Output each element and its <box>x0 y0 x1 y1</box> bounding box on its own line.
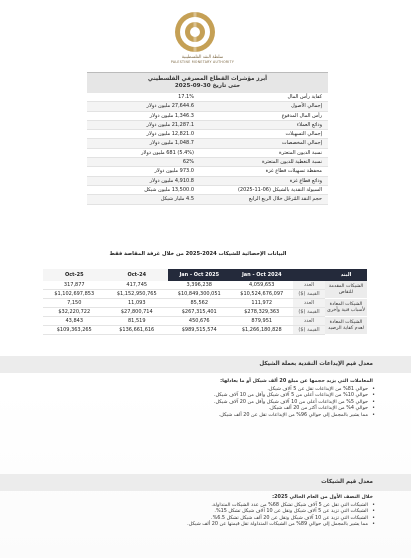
cheque-cell: $10,849,300,051 <box>177 291 221 297</box>
cheques-table <box>43 269 367 335</box>
cheque-row <box>43 281 325 290</box>
cheque-row-label: القيمة ($) <box>293 326 325 334</box>
indicator-value: 27,644.6 مليون دولار <box>146 103 194 110</box>
indicator-row <box>87 186 328 195</box>
cheque-values-item: • الشيكات التي تقل عن 5 آلاف شيكل تشكل 68% من عدد الشيكات المتداولة. <box>30 502 368 509</box>
cheque-group-name: الشيكات المعادة لأسباب فنية وأخرى <box>325 299 367 317</box>
deposits-item: • حوالي 4% من الإيداعات أكثر من 20 ألف شيكل. <box>30 405 368 412</box>
cheque-values-intro: خلال النصف الأول من العام الحالي 2025: <box>272 494 373 500</box>
cheques-head-row <box>43 269 367 281</box>
indicator-row <box>87 112 328 121</box>
indicator-row <box>87 195 328 204</box>
indicator-value: (5.4%) 681 مليون دولار <box>141 149 194 156</box>
indicator-row <box>87 158 328 167</box>
cheque-group-name: الشيكات المقدمة للتقاص <box>325 281 367 299</box>
cheque-cell: 450,676 <box>188 318 210 324</box>
cheque-values-item: • مما يشير بالمجمل إلى حوالي 89% من الشيكات المتداولة تقل قيمتها عن 20 ألف شيكل. <box>30 521 368 528</box>
indicator-row <box>87 139 328 148</box>
cheques-title: البيانات الإحصائية للشيكات 2024-2025 من خلال غرفة المقاصة فقط <box>109 251 287 257</box>
cheque-cell: $10,524,676,097 <box>240 291 284 297</box>
cheque-row <box>43 326 325 335</box>
cheque-values-item: • الشيكات التي تزيد عن 5 آلاف شيكل وتقل عن 10 آلاف شيكل تشكل 15%. <box>30 508 368 515</box>
indicators-header <box>87 73 328 93</box>
cheque-row <box>43 317 325 326</box>
indicator-row <box>87 149 328 158</box>
indicator-value: 62% <box>182 159 194 166</box>
cheque-values-items <box>30 502 378 528</box>
deposits-items <box>30 386 378 419</box>
indicator-value: 12,821.0 مليون دولار <box>146 131 194 138</box>
indicators-table <box>87 72 328 205</box>
logo-english: PALESTINE MONETARY AUTHORITY <box>170 60 235 64</box>
cheque-cell: $27,800,714 <box>120 309 153 315</box>
cheque-cell: 7,150 <box>67 300 82 306</box>
cheque-cell: 43,843 <box>65 318 83 324</box>
indicator-row <box>87 167 328 176</box>
cheques-body <box>43 281 367 335</box>
cheque-row-label: العدد <box>293 281 325 289</box>
deposits-list <box>30 378 378 419</box>
cheque-cell: $1,102,697,853 <box>54 291 95 297</box>
indicator-label: محفظة تسهيلات قطاع غزة <box>265 168 322 175</box>
deposits-item: • حوالي 81% من الإيداعات تقل عن 5 آلاف شيكل. <box>30 386 368 393</box>
cheque-cell: 111,972 <box>251 300 273 306</box>
col-header-2: Jan - Oct 2025 <box>168 269 231 281</box>
cheque-group-lines <box>43 299 325 317</box>
deposits-item: • حوالي 10% من الإيداعات أعلى من 5 آلاف شيكل وأقل من 10 آلاف شيكل. <box>30 392 368 399</box>
indicator-value: 1,048.7 مليون دولار <box>149 140 194 147</box>
cheque-group <box>43 317 367 335</box>
indicator-value: 973.0 مليون دولار <box>154 168 194 175</box>
col-header-3: Oct-24 <box>106 269 169 281</box>
cheque-row-label: العدد <box>293 299 325 307</box>
cheque-row-label: العدد <box>293 317 325 325</box>
deposits-item: • حوالي 5% من الإيداعات أعلى من 10 آلاف شيكل وأقل من 20 آلاف شيكل. <box>30 399 368 406</box>
cheque-values-bar: معدل قيم الشيكات <box>0 474 411 491</box>
cheque-group-lines <box>43 317 325 335</box>
indicator-value: 4,910.8 مليون دولار <box>149 177 194 184</box>
pma-logo-icon <box>173 10 217 54</box>
cheque-group-lines <box>43 281 325 299</box>
cheque-cell: $267,315,401 <box>181 309 217 315</box>
indicator-label: ودائع قطاع غزة <box>289 177 322 184</box>
indicator-label: نسبة التغطية للديون المتعثرة <box>262 159 322 166</box>
indicator-label: كفاية رأس المال <box>287 94 322 100</box>
cheque-group <box>43 281 367 299</box>
indicators-rows <box>87 93 328 205</box>
indicators-title: أبرز مؤشرات القطاع المصرفي الفلسطيني <box>147 76 268 82</box>
cheque-cell: 417,745 <box>126 282 148 288</box>
col-header-4: Oct-25 <box>43 269 106 281</box>
cheque-row <box>43 299 325 308</box>
cheque-cell: 4,059,653 <box>249 282 275 288</box>
cheque-row-label: القيمة ($) <box>293 308 325 316</box>
indicator-row <box>87 93 328 102</box>
logo-arabic: سلطة النقد الفلسطينية <box>181 55 224 60</box>
logo-text <box>140 55 265 65</box>
cheque-values-item: • الشيكات التي تزيد عن 10 آلاف شيكل وتقل عن 20 ألف شيكل تشكل 6.5%. <box>30 515 368 522</box>
indicator-value: 13,500.0 مليون شيكل <box>144 186 194 193</box>
band-header: البند <box>325 269 367 281</box>
indicator-label: ودائع العملاء <box>296 121 322 128</box>
indicator-label: السيولة النقدية بالشيكل (06-11-2025) <box>237 186 322 193</box>
cheque-cell: 85,562 <box>190 300 208 306</box>
cheque-row <box>43 308 325 317</box>
indicator-row <box>87 102 328 111</box>
cheque-cell: 317,877 <box>63 282 85 288</box>
cheque-row <box>43 290 325 299</box>
cheque-cell: 879,951 <box>251 318 273 324</box>
deposits-intro: المعاملات التي يزيد حجمها عن مبلغ 20 ألف شيكل أو ما يعادلها: <box>220 378 373 384</box>
cheque-cell: $32,220,722 <box>58 309 91 315</box>
indicator-row <box>87 130 328 139</box>
indicator-label: إجمالي التسهيلات <box>285 131 322 138</box>
cheque-cell: 81,519 <box>128 318 146 324</box>
cheque-cell: $109,363,265 <box>56 327 92 333</box>
cheque-cell: $136,661,616 <box>119 327 155 333</box>
cheque-cell: 3,396,238 <box>186 282 212 288</box>
cheque-row-label: القيمة ($) <box>293 290 325 298</box>
cheque-cell: $1,152,950,765 <box>116 291 157 297</box>
indicator-row <box>87 177 328 186</box>
cheque-cell: 11,093 <box>128 300 146 306</box>
indicator-value: 1,346.3 مليون دولار <box>149 112 194 119</box>
cheque-values-list <box>30 494 378 528</box>
cheque-group <box>43 299 367 317</box>
indicator-label: نسبة الديون المتعثرة <box>278 149 322 156</box>
sub-header-blank <box>293 269 325 281</box>
col-header-1: Jan - Oct 2024 <box>231 269 294 281</box>
indicator-value: 17.1% <box>178 94 194 100</box>
indicator-label: إجمالي المخصصات <box>281 140 322 147</box>
indicator-label: حجم النقد المُرحّل خلال الربع الرابع <box>248 196 322 203</box>
indicator-value: 4.5 مليار شيكل <box>160 196 194 203</box>
deposits-item: • مما يشير بالمجمل إلى حوالي 96% من الإيداعات تقل عن 20 ألف شيكل. <box>30 412 368 419</box>
cheque-cell: $989,515,574 <box>181 327 217 333</box>
indicator-label: إجمالي الأصول <box>291 103 322 110</box>
indicator-label: رأس المال المدفوع <box>281 112 322 119</box>
indicator-value: 21,287.1 مليون دولار <box>146 121 194 128</box>
cheque-cell: $1,266,180,828 <box>241 327 282 333</box>
cheque-cell: $278,329,363 <box>244 309 280 315</box>
deposits-bar: معدل قيم الإيداعات النقدية بعملة الشيكل <box>0 356 411 373</box>
cheque-group-name: الشيكات المعادة لعدم كفاية الرصيد <box>325 317 367 335</box>
indicator-row <box>87 121 328 130</box>
indicators-date: حتى تاريخ 30-09-2025 <box>174 83 241 89</box>
